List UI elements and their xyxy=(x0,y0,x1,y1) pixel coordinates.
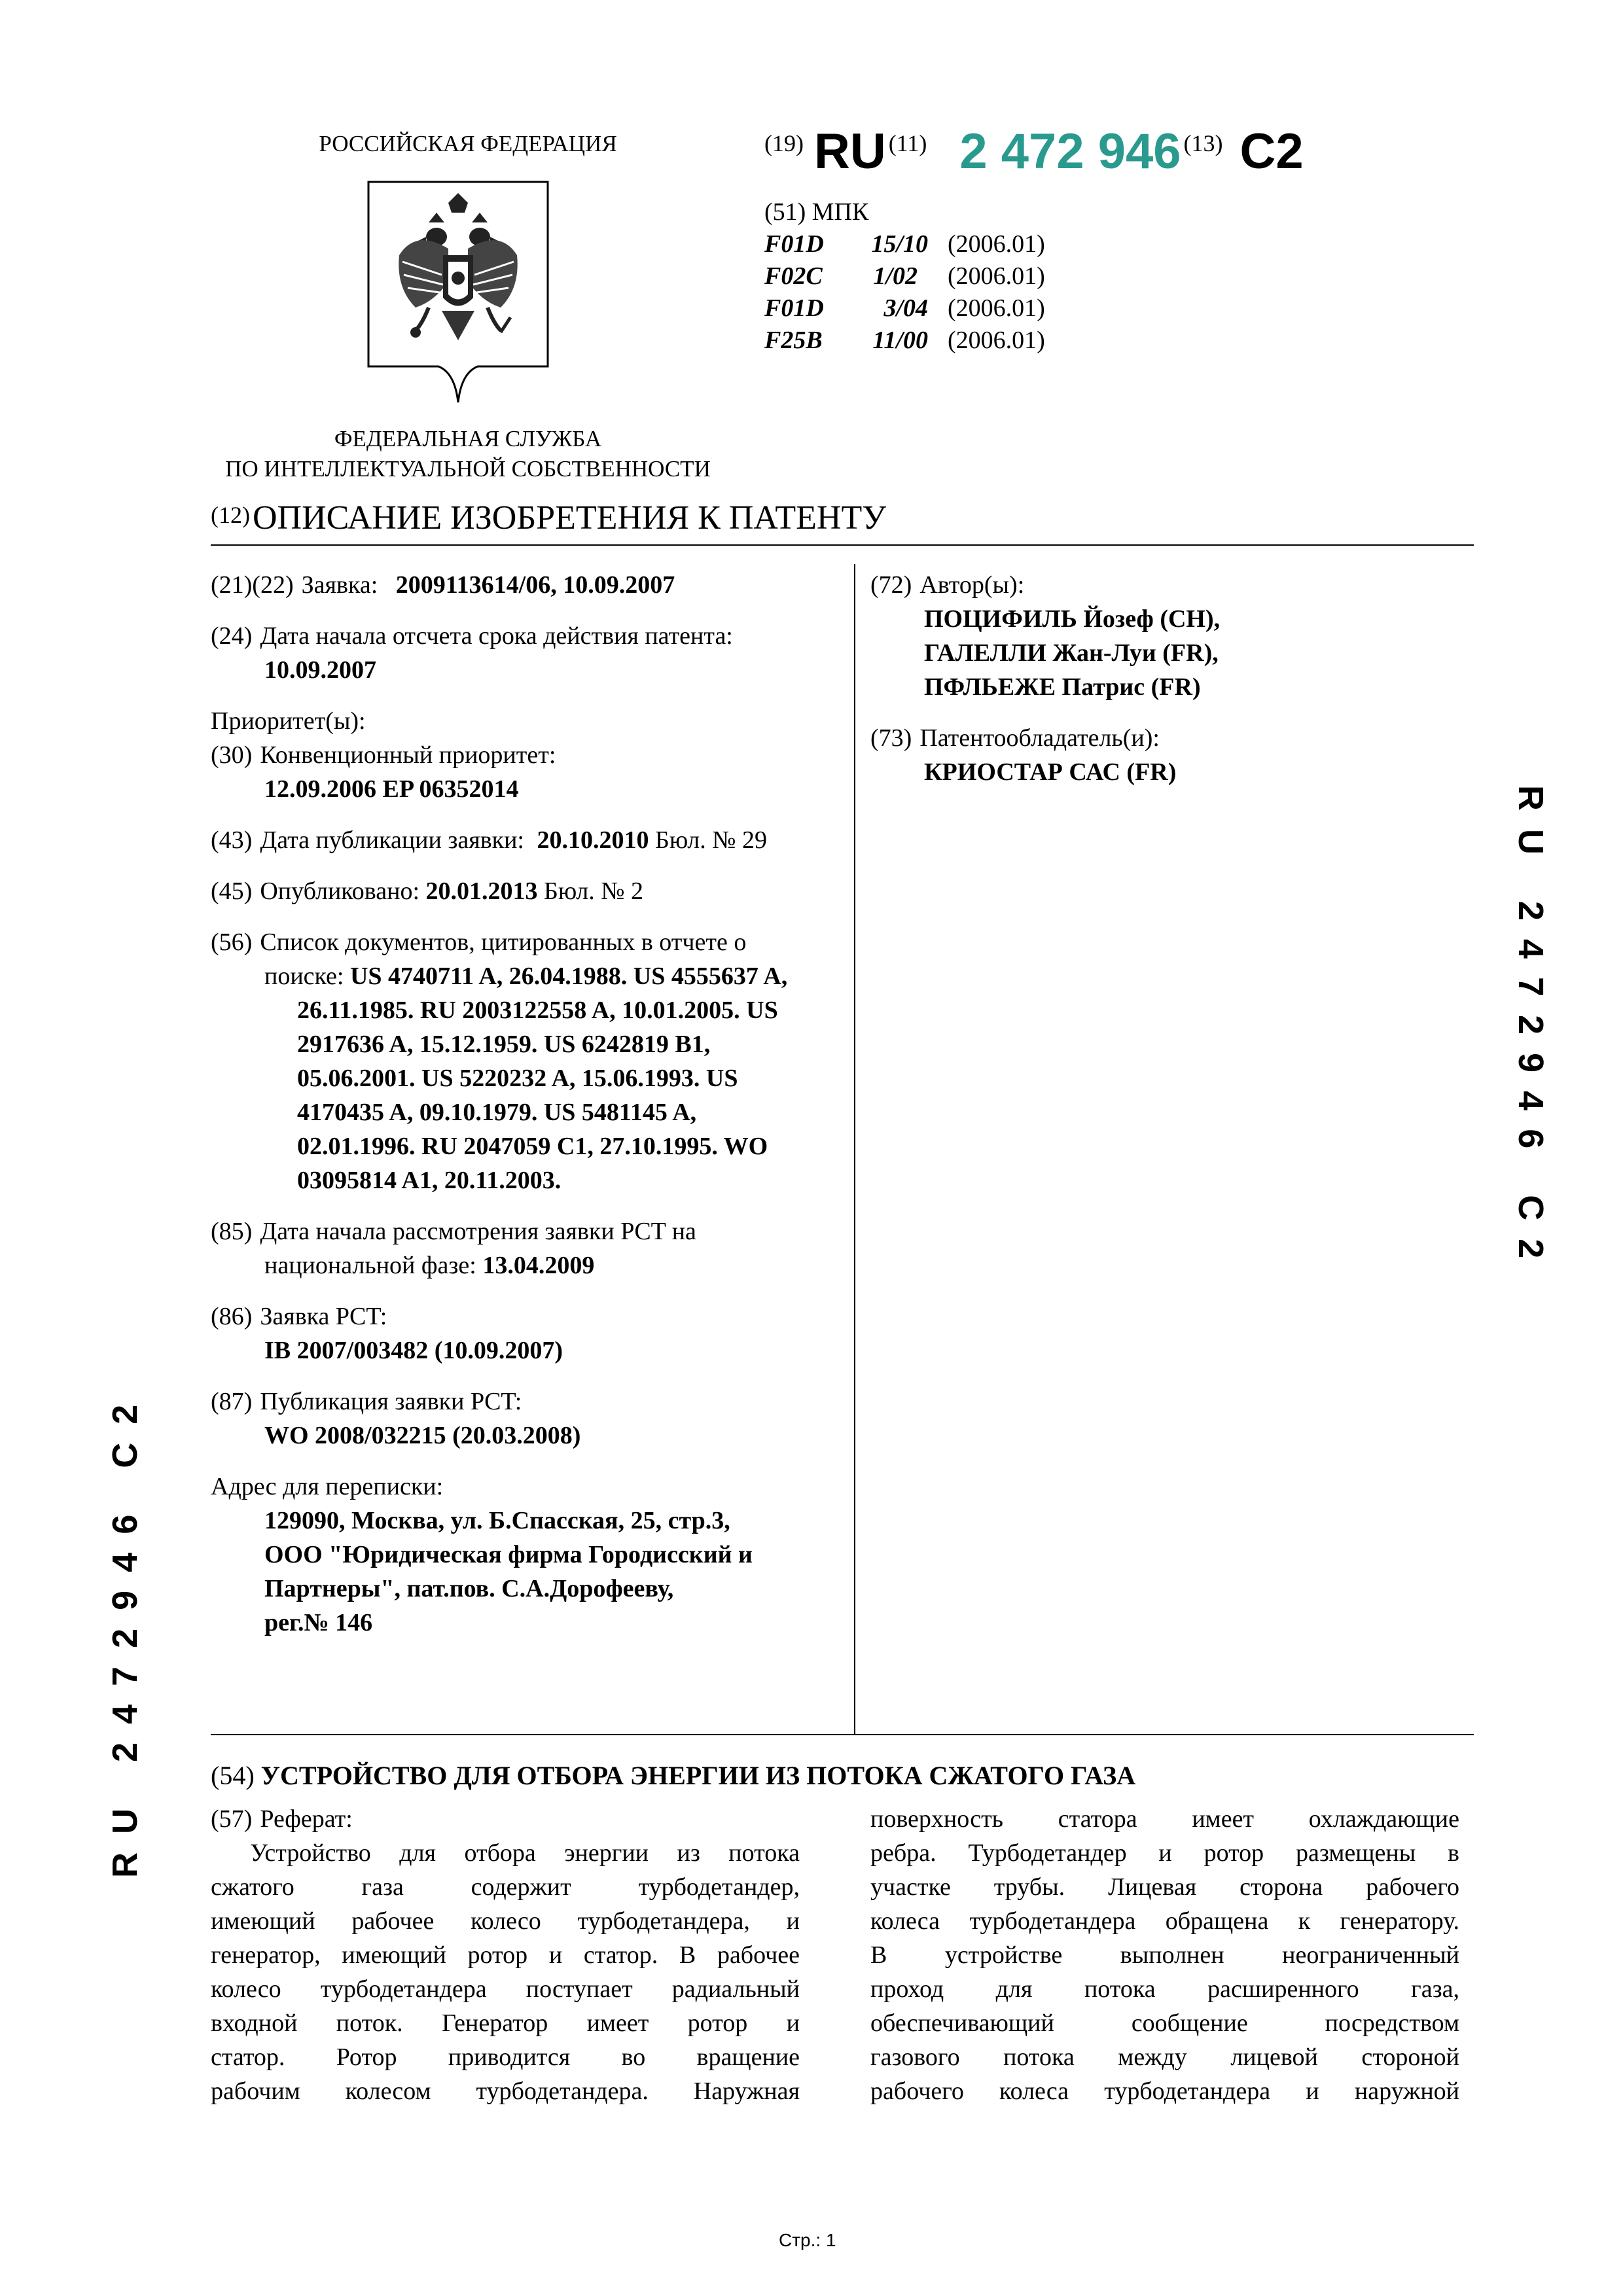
cited-line: 03095814 A1, 20.11.2003. xyxy=(297,1167,562,1194)
ipc-class: F02C xyxy=(764,262,823,290)
country-name: РОССИЙСКАЯ ФЕДЕРАЦИЯ xyxy=(319,131,617,156)
ipc-row xyxy=(764,260,1045,292)
agency-line-2: ПО ИНТЕЛЛЕКТУАЛЬНОЙ СОБСТВЕННОСТИ xyxy=(225,456,711,482)
author-name: ПОЦИФИЛЬ Йозеф (CH), xyxy=(924,605,1221,633)
term-start-label: Дата начала отсчета срока действия патента: xyxy=(260,622,733,650)
field-publication xyxy=(211,874,839,908)
abstract-line: газового потока между лицевой стороной xyxy=(870,2043,1459,2071)
ipc-row xyxy=(764,228,1045,260)
document-title xyxy=(211,499,886,537)
inid-72: (72) xyxy=(870,571,912,599)
ipc-group: 1/02 xyxy=(873,262,918,290)
abstract-heading xyxy=(211,1802,800,1836)
abstract-line: статор. Ротор приводится во вращение xyxy=(211,2043,800,2071)
ipc-row xyxy=(764,325,1045,357)
inid-85: (85) xyxy=(211,1218,253,1245)
priority-label: Приоритет(ы): xyxy=(211,707,366,735)
abstract-column-2 xyxy=(870,1802,1459,2108)
abstract-line: Устройство для отбора энергии из потока xyxy=(250,1839,800,1867)
field-app-publication xyxy=(211,823,839,857)
ipc-version: (2006.01) xyxy=(948,327,1045,354)
inid-56: (56) xyxy=(211,928,253,956)
agency-line-1: ФЕДЕРАЛЬНАЯ СЛУЖБА xyxy=(334,426,602,451)
abstract-line: обеспечивающий сообщение посредством xyxy=(870,2009,1459,2037)
abstract-line: поверхность статора имеет охлаждающие xyxy=(870,1805,1459,1833)
app-publication-label: Дата публикации заявки: xyxy=(260,826,524,854)
cited-line: 26.11.1985. RU 2003122558 A, 10.01.2005. US xyxy=(297,997,778,1024)
app-publication-bulletin: Бюл. № 29 xyxy=(655,826,767,854)
cited-line: 2917636 A, 15.12.1959. US 6242819 B1, xyxy=(297,1031,711,1058)
field-address xyxy=(211,1470,839,1640)
biblio-bottom-rule xyxy=(211,1734,1474,1735)
field-authors xyxy=(870,568,1459,704)
title-rule xyxy=(211,544,1474,546)
author-name: ГАЛЕЛЛИ Жан-Луи (FR), xyxy=(924,639,1219,667)
ipc-group: 3/04 xyxy=(883,294,928,322)
ipc-version: (2006.01) xyxy=(948,230,1045,258)
column-divider xyxy=(854,564,855,1734)
abstract-line: ребра. Турбодетандер и ротор размещены в xyxy=(870,1839,1459,1867)
application-value: 2009113614/06, 10.09.2007 xyxy=(395,571,675,599)
owner-label: Патентообладатель(и): xyxy=(919,724,1160,752)
mpk-label: (51) МПК xyxy=(764,198,869,226)
ipc-class: F01D xyxy=(764,294,824,322)
convention-priority-label: Конвенционный приоритет: xyxy=(260,741,556,769)
agency-name xyxy=(157,424,779,484)
abstract-line: колеса турбодетандера обращена к генератору. xyxy=(870,1907,1459,1935)
field-pct-national-phase xyxy=(211,1214,839,1282)
inid-13: (13) xyxy=(1183,130,1223,156)
ipc-block xyxy=(764,196,1045,357)
field-pct-publication xyxy=(211,1385,839,1453)
ipc-group: 15/10 xyxy=(871,230,928,258)
right-margin-patent-id: RU 2472946 C2 xyxy=(1511,785,1550,1277)
field-priority xyxy=(211,704,839,806)
field-owner xyxy=(870,721,1459,789)
inid-54: (54) xyxy=(211,1761,255,1790)
author-name: ПФЛЬЕЖЕ Патрис (FR) xyxy=(924,673,1201,701)
invention-title-text: УСТРОЙСТВО ДЛЯ ОТБОРА ЭНЕРГИИ ИЗ ПОТОКА СЖАТОГО ГАЗА xyxy=(260,1761,1136,1790)
pct-national-label: Дата начала рассмотрения заявки PCT на xyxy=(260,1218,696,1245)
field-term-start xyxy=(211,619,839,687)
abstract-line: колесо турбодетандера поступает радиальный xyxy=(211,1975,800,2003)
cited-label: Список документов, цитированных в отчете о xyxy=(260,928,747,956)
publication-date: 20.01.2013 xyxy=(425,877,538,905)
cited-line: 4170435 A, 09.10.1979. US 5481145 A, xyxy=(297,1099,697,1126)
document-type-title: ОПИСАНИЕ ИЗОБРЕТЕНИЯ К ПАТЕНТУ xyxy=(252,499,887,537)
term-start-value: 10.09.2007 xyxy=(264,656,376,684)
abstract-line: рабочего колеса турбодетандера и наружной xyxy=(870,2077,1459,2105)
kind-code: C2 xyxy=(1240,124,1304,179)
inid-11: (11) xyxy=(888,130,927,156)
inid-73: (73) xyxy=(870,724,912,752)
publication-label: Опубликовано: xyxy=(260,877,420,905)
address-line: Партнеры", пат.пов. С.А.Дорофееву, xyxy=(264,1575,674,1602)
cited-line: 05.06.2001. US 5220232 A, 15.06.1993. US xyxy=(297,1065,738,1092)
authors-label: Автор(ы): xyxy=(919,571,1025,599)
convention-priority-value: 12.09.2006 EP 06352014 xyxy=(264,775,519,803)
inid-19: (19) xyxy=(764,130,804,156)
pct-national-date: 13.04.2009 xyxy=(482,1252,595,1279)
address-line: ООО "Юридическая фирма Городисский и xyxy=(264,1541,753,1568)
ipc-row xyxy=(764,292,1045,325)
country-code: RU xyxy=(813,124,886,179)
inid-24: (24) xyxy=(211,622,253,650)
pct-application-label: Заявка PCT: xyxy=(260,1303,387,1330)
biblio-left xyxy=(211,568,839,1640)
abstract-line: участке трубы. Лицевая сторона рабочего xyxy=(870,1873,1459,1901)
inid-43: (43) xyxy=(211,826,253,854)
double-headed-eagle-icon xyxy=(363,177,553,412)
ipc-class: F01D xyxy=(764,230,824,258)
field-application xyxy=(211,568,839,602)
field-pct-application xyxy=(211,1299,839,1368)
pct-application-value: IB 2007/003482 (10.09.2007) xyxy=(264,1337,563,1364)
inid-57: (57) xyxy=(211,1805,253,1833)
owner-name: КРИОСТАР САС (FR) xyxy=(924,758,1177,786)
abstract-line: имеющий рабочее колесо турбодетандера, и xyxy=(211,1907,800,1935)
address-label: Адрес для переписки: xyxy=(211,1473,444,1500)
left-margin-patent-id: RU 2472946 C2 xyxy=(105,1386,145,1878)
field-cited-documents xyxy=(211,925,839,1197)
inid-86: (86) xyxy=(211,1303,253,1330)
abstract-line: сжатого газа содержит турбодетандер, xyxy=(211,1873,800,1901)
ipc-version: (2006.01) xyxy=(948,262,1045,290)
pct-national-label-cont: национальной фазе: xyxy=(264,1252,476,1279)
app-publication-date: 20.10.2010 xyxy=(537,826,649,854)
abstract-label: Реферат: xyxy=(260,1805,353,1833)
page-number: Стр.: 1 xyxy=(779,2230,836,2250)
abstract-line: рабочим колесом турбодетандера. Наружная xyxy=(211,2077,800,2105)
ipc-group: 11/00 xyxy=(872,327,928,354)
inid-12: (12) xyxy=(211,502,250,528)
address-line: рег.№ 146 xyxy=(264,1609,373,1636)
inid-87: (87) xyxy=(211,1388,253,1415)
coat-of-arms-emblem xyxy=(363,177,553,412)
application-label: Заявка: xyxy=(301,571,378,599)
abstract-line: проход для потока расширенного газа, xyxy=(870,1975,1459,2003)
inid-45: (45) xyxy=(211,877,253,905)
pct-publication-label: Публикация заявки PCT: xyxy=(260,1388,522,1415)
patent-number: 2 472 946 xyxy=(959,124,1181,179)
biblio-right xyxy=(870,568,1459,789)
ipc-version: (2006.01) xyxy=(948,294,1045,322)
cited-line: 02.01.1996. RU 2047059 C1, 27.10.1995. WO xyxy=(297,1133,768,1160)
abstract-line: В устройстве выполнен неограниченный xyxy=(870,1941,1459,1969)
inid-21-22: (21)(22) xyxy=(211,571,294,599)
cited-label-cont: поиске: xyxy=(264,963,344,990)
abstract-column-1 xyxy=(211,1802,800,2108)
invention-title xyxy=(211,1760,1135,1791)
patent-id-line xyxy=(764,123,1304,180)
abstract-line: входной поток. Генератор имеет ротор и xyxy=(211,2009,800,2037)
ipc-class: F25B xyxy=(764,327,823,354)
cited-line: US 4740711 A, 26.04.1988. US 4555637 A, xyxy=(349,963,788,990)
publication-bulletin: Бюл. № 2 xyxy=(544,877,643,905)
address-line: 129090, Москва, ул. Б.Спасская, 25, стр.3, xyxy=(264,1507,730,1534)
inid-30: (30) xyxy=(211,741,253,769)
pct-publication-value: WO 2008/032215 (20.03.2008) xyxy=(264,1422,581,1449)
abstract-line: генератор, имеющий ротор и статор. В рабочее xyxy=(211,1941,800,1969)
